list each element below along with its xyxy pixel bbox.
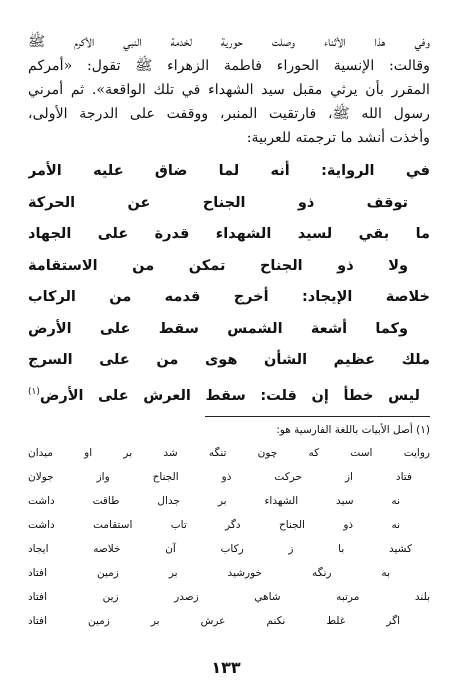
footnote-line: نه سيد الشهداء بر جدال طاقت داشت bbox=[28, 495, 400, 507]
verse-line: في الرواية: أنه لما ضاق عليه الأمر bbox=[28, 163, 430, 179]
verse-line: خلاصة الإيجاد: أخرج قدمه من الركاب bbox=[28, 289, 430, 305]
footnote-line: فتاد از حركت ذو الجناح واز جولان bbox=[28, 471, 412, 483]
verse-line: توقف ذو الجناح عن الحركة bbox=[28, 194, 408, 211]
footnote-line: بلند مرتبه شاهي زصدر زين افتاد bbox=[28, 591, 430, 603]
prose-line: وفي هذا الأثناء وصلت حورية لخدمة النبي الأكرم ﷺ bbox=[28, 34, 430, 50]
page-number: ١٣٣ bbox=[211, 658, 241, 677]
verse-line: وكما أشعة الشمس سقط على الأرض bbox=[28, 320, 408, 337]
verse-line: ما بقي لسيد الشهداء قدرة على الجهاد bbox=[28, 226, 430, 242]
prose-line: وأخذت أنشد ما ترجمته للعربية: bbox=[246, 130, 430, 146]
verse-line: ولا ذو الجناح تمكن من الاستقامة bbox=[28, 257, 408, 274]
poem-verses bbox=[28, 156, 430, 408]
footnote-line: نه ذو الجناح دگر تاب استقامت داشت bbox=[28, 519, 400, 531]
footnote-divider bbox=[205, 416, 430, 417]
verse-text: ليس خطأ إن قلت: سقط العرش على الأرض bbox=[39, 387, 420, 404]
footnote-line: كشيد با ز ركاب آن خلاصه ايجاد bbox=[28, 543, 412, 555]
footnote-reference: (١) bbox=[28, 386, 40, 397]
prose-line: رسول الله ﷺ، فارتقيت المنبر، ووقفت على الدرجة الأولى، bbox=[28, 106, 430, 122]
book-page bbox=[28, 30, 430, 699]
footnote-title: (١) أصل الأبيات باللغة الفارسية هو: bbox=[276, 424, 430, 436]
footnote-section bbox=[28, 419, 430, 633]
prose-line: وقالت: الإنسية الحوراء فاطمة الزهراء ﷺ تقول: «أمركم bbox=[28, 58, 430, 74]
footnote-line: به رنگه خورشيد بر زمين افتاد bbox=[28, 567, 390, 579]
prose-line: المقرر بأن يرثي مقبل سيد الشهداء في تلك الواقعة». ثم أمرني bbox=[28, 82, 430, 98]
footnote-line: روايت است كه چون تنگه شد بر او ميدان bbox=[28, 447, 430, 459]
prose-paragraph bbox=[28, 30, 430, 150]
verse-line bbox=[28, 377, 430, 409]
footnote-line: اگر غلط نكنم عرش بر زمين افتاد bbox=[28, 615, 400, 627]
verse-line: ملك عظيم الشأن هوى من على السرج bbox=[28, 352, 430, 368]
